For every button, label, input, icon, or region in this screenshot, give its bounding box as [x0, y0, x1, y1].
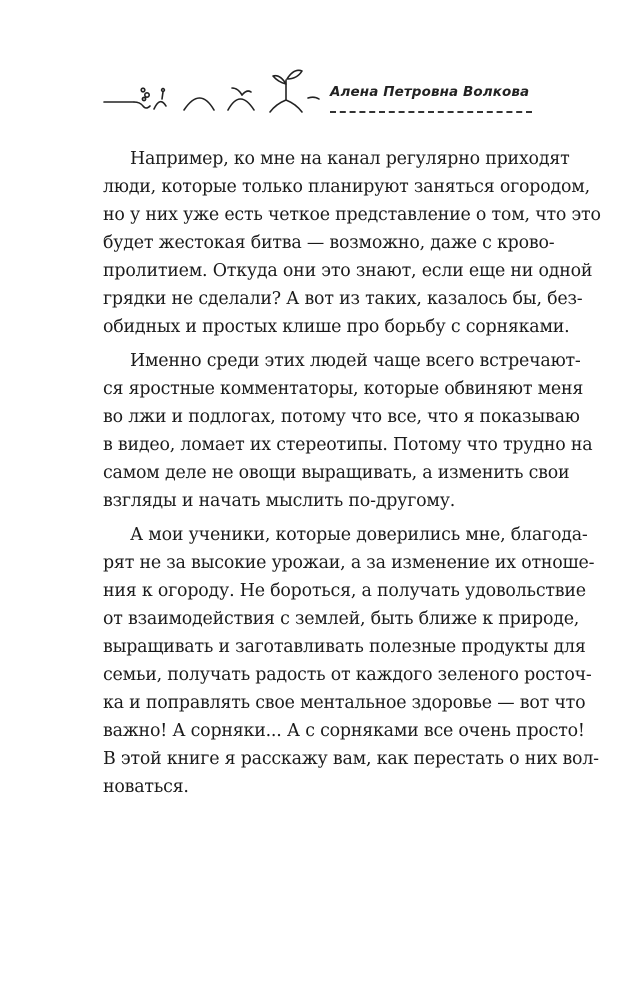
text-line: А мои ученики, которые доверились мне, благода- [130, 525, 588, 545]
running-header [0, 0, 619, 130]
text-line: люди, которые только планируют заняться огородом, [103, 177, 590, 197]
text-line: ся яростные комментаторы, которые обвиняют меня [103, 379, 584, 399]
paragraph-3 [103, 521, 599, 801]
paragraph-1 [103, 145, 601, 341]
text-line: в видео, ломает их стереотипы. Потому что трудно на [103, 435, 593, 455]
header-dashed-rule [330, 111, 532, 113]
text-line: взгляды и начать мыслить по-другому. [103, 491, 456, 511]
paragraph-2 [103, 347, 593, 515]
text-line: ния к огороду. Не бороться, а получать удовольствие [103, 581, 586, 601]
text-line: новаться. [103, 777, 189, 797]
text-line: выращивать и заготавливать полезные продукты для [103, 637, 586, 657]
text-line: ка и поправлять свое ментальное здоровье — вот что [103, 693, 586, 713]
text-line: во лжи и подлогах, потому что все, что я показываю [103, 407, 580, 427]
text-line: будет жестокая битва — возможно, даже с крово- [103, 233, 555, 253]
text-line: от взаимодействия с землей, быть ближе к природе, [103, 609, 580, 629]
text-line: Например, ко мне на канал регулярно приходят [130, 149, 570, 169]
text-line: обидных и простых клише про борьбу с сорняками. [103, 317, 570, 337]
body-text [103, 145, 601, 807]
author-name: Алена Петровна Волкова [330, 84, 530, 100]
sprout-growth-decoration [100, 62, 322, 118]
text-line: самом деле не овощи выращивать, а изменить свои [103, 463, 570, 483]
text-line: важно! А сорняки... А с сорняками все очень просто! [103, 721, 585, 741]
text-line: Именно среди этих людей чаще всего встречают- [130, 351, 581, 371]
text-line: пролитием. Откуда они это знают, если еще ни одной [103, 261, 593, 281]
text-line: рят не за высокие урожаи, а за изменение их отноше- [103, 553, 595, 573]
text-line: семьи, получать радость от каждого зеленого росточ- [103, 665, 592, 685]
text-line: грядки не сделали? А вот из таких, казалось бы, без- [103, 289, 583, 309]
text-line: но у них уже есть четкое представление о том, что это [103, 205, 601, 225]
text-line: В этой книге я расскажу вам, как перестать о них вол- [103, 749, 599, 769]
